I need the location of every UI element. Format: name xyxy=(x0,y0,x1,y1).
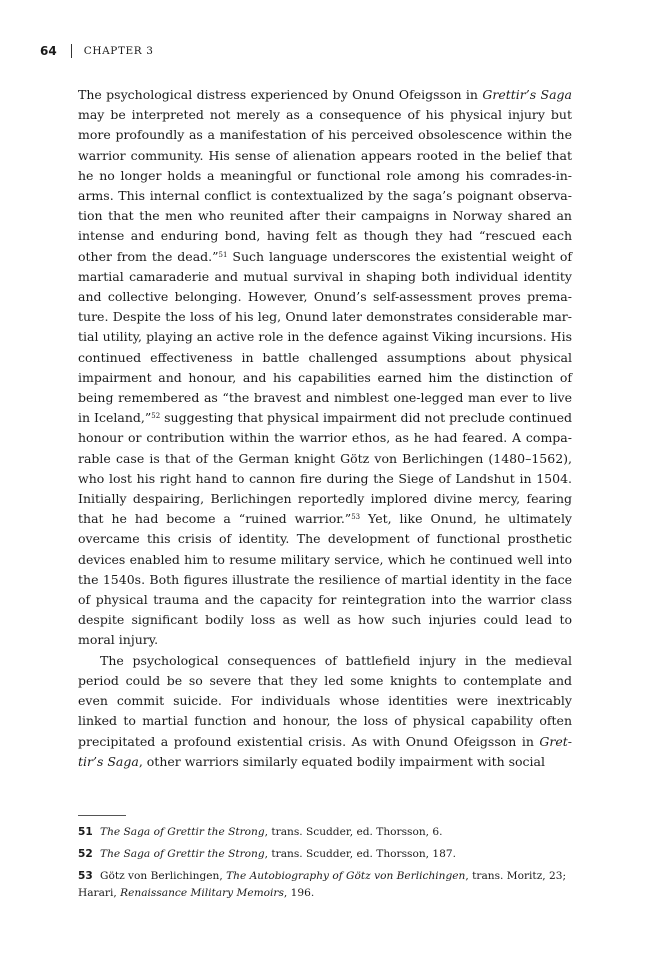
text-run: Such language underscores the existential weight of martial camaraderie and mutual survival in shaping both individual identity and collective belonging. However, Onund’s self-assessment proves premature. Despite the loss of his leg, Onund later demonstrates considerable martial utility, playing an active role in the defence against Viking incursions. His continued effectiveness in battle challenged assumptions about physical impairment and honour, and his capabilities earned him the distinction of being remembered as “the bravest and nimblest one-legged man ever to live in Iceland,” xyxy=(78,248,573,426)
italic-title: Grettir’s Saga xyxy=(78,733,572,769)
footnote-divider xyxy=(78,815,126,816)
footnote-text: , trans. Scudder, ed. Thorsson, 6. xyxy=(264,826,443,838)
footnote-title: Renaissance Military Memoirs xyxy=(120,887,284,899)
footnotes xyxy=(78,824,572,907)
footnote-title: The Saga of Grettir the Strong xyxy=(100,826,265,838)
footnote-number: 53 xyxy=(78,870,93,882)
running-header xyxy=(40,44,154,58)
text-run: , other warriors similarly equated bodily impairment with social xyxy=(138,753,545,769)
footnote-text: , trans. Moritz, 23; Harari, xyxy=(78,870,567,899)
text-run: The psychological distress experienced by Onund Ofeigsson in xyxy=(78,87,483,102)
footnote-title: The Autobiography of Götz von Berlichingen xyxy=(226,870,466,882)
footnote-number: 52 xyxy=(78,848,93,860)
paragraph-1 xyxy=(78,85,572,651)
footnote-title: The Saga of Grettir the Strong xyxy=(100,848,265,860)
footnote-text: , trans. Scudder, ed. Thorsson, 187. xyxy=(264,848,456,860)
footnote-51 xyxy=(78,824,572,841)
header-divider xyxy=(71,44,72,58)
main-text xyxy=(78,85,572,772)
footnote-ref-52[interactable]: 52 xyxy=(151,412,161,421)
chapter-label: CHAPTER 3 xyxy=(83,45,154,57)
page-number: 64 xyxy=(40,44,57,58)
footnote-number: 51 xyxy=(78,826,93,838)
footnote-text: Götz von Berlichingen, xyxy=(100,870,227,882)
text-run: may be interpreted not merely as a consequence of his physical injury but more profoundly as a manifestation of his perceived obsolescence within the warrior community. His sense of alienation appears rooted in the belief that he no longer holds a meaningful or functional role among his comrades-in-arms. This internal conflict is contextualized by the saga’s poignant observation that the men who reunited after their campaigns in Norway shared an intense and enduring bond, having felt as though they had “rescued each other from the dead.” xyxy=(78,107,572,264)
text-run: The psychological consequences of battlefield injury in the medieval period could be so severe that they led some knights to contemplate and even commit suicide. For individuals whose identities were inextricably linked to martial function and honour, the loss of physical capability often precipitated a profound existential crisis. As with Onund Ofeigsson in xyxy=(78,652,572,749)
footnote-text: , 196. xyxy=(283,887,315,899)
text-run: suggesting that physical impairment did not preclude continued honour or contribution within the warrior ethos, as he had feared. A comparable case is that of the German knight Götz von Berlichingen (1480–1562), who lost his right hand to cannon fire during the Siege of Landshut in 1504. Initially despairing, Berlichingen reportedly implored divine mercy, fearing that he had become a “ruined warrior.” xyxy=(78,410,572,527)
text-run: Yet, like Onund, he ultimately overcame this crisis of identity. The development of functional prosthetic devices enabled him to resume military service, which he continued well into the 1540s. Both figures illustrate the resilience of martial identity in the face of physical trauma and the capacity for reintegration into the warrior class despite significant bodily loss as well as how such injuries could lead to moral injury. xyxy=(78,511,572,648)
footnote-ref-51[interactable]: 51 xyxy=(218,250,228,259)
paragraph-2 xyxy=(78,651,572,772)
footnote-52 xyxy=(78,846,572,863)
footnote-ref-53[interactable]: 53 xyxy=(351,513,361,522)
italic-title: Grettir’s Saga xyxy=(482,87,572,102)
footnote-53 xyxy=(78,868,572,902)
